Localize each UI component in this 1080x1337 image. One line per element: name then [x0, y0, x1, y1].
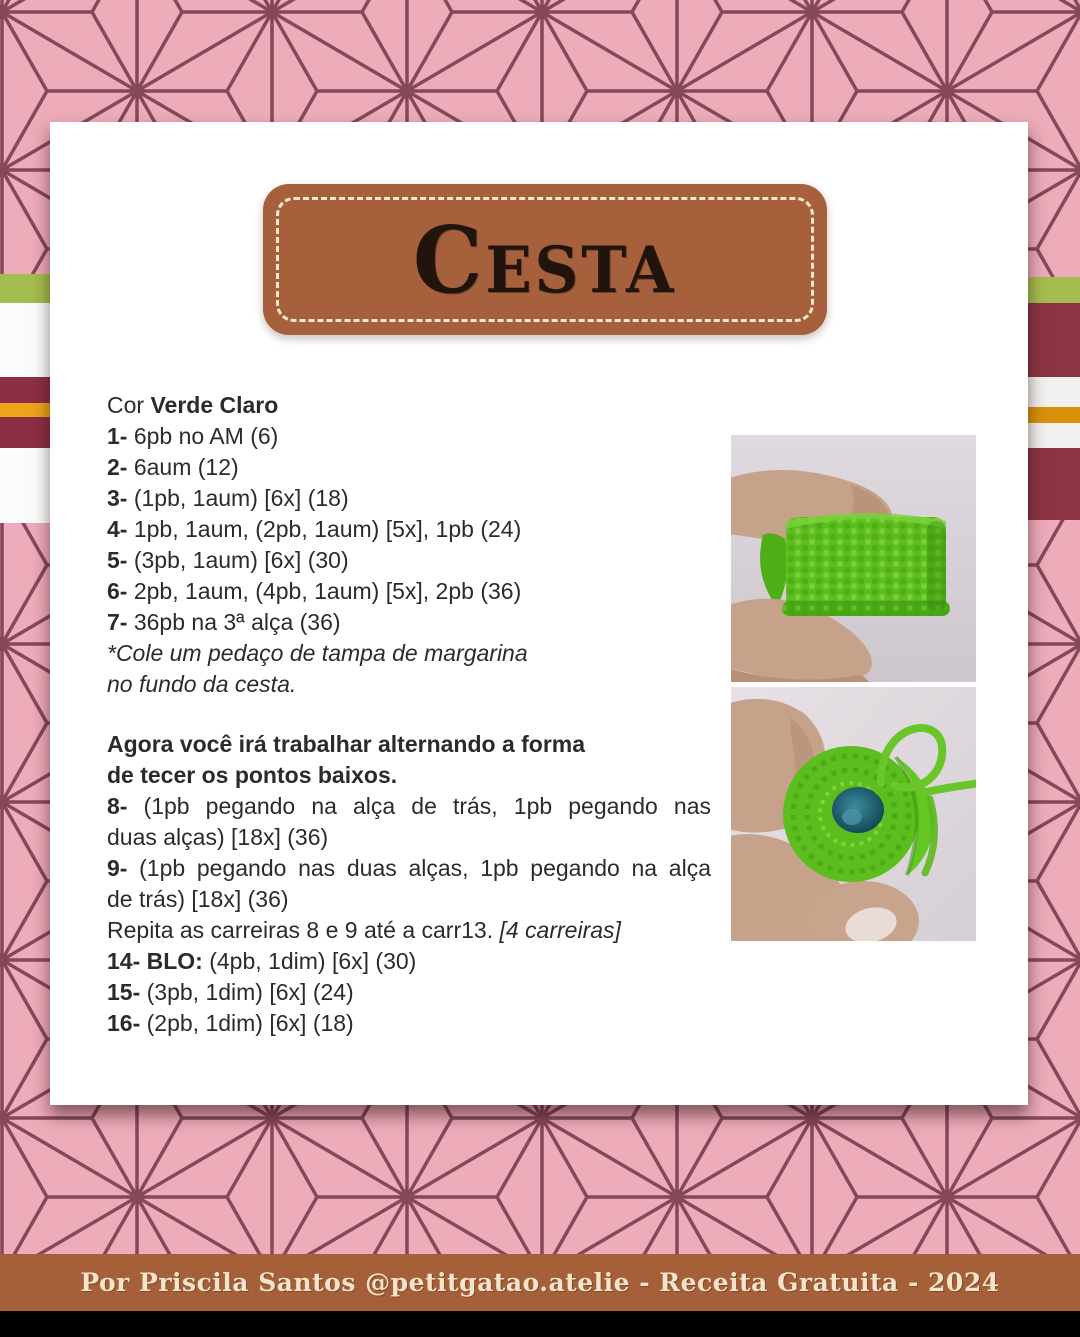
tape-stripe-white2-right: [1028, 423, 1080, 448]
text-segment: de trás) [18x] (36): [107, 886, 289, 912]
instruction-line: [107, 822, 711, 853]
text-segment: 3-: [107, 485, 128, 511]
tape-stripe-white-left: [0, 303, 50, 377]
tape-stripe-green-left: [0, 274, 50, 303]
text-segment: 5-: [107, 547, 128, 573]
text-segment: de tecer os pontos baixos.: [107, 762, 398, 788]
title-letter: C: [413, 205, 486, 314]
instruction-line: [107, 421, 711, 452]
title-plate: [263, 184, 827, 335]
photo-crochet-basket: [731, 435, 976, 682]
text-segment: (1pb, 1aum) [6x] (18): [127, 485, 349, 511]
tape-stripe-orange-left: [0, 403, 50, 417]
instruction-line: [107, 607, 711, 638]
title-letter: T: [581, 232, 627, 308]
text-segment: 6-: [107, 578, 128, 604]
instruction-line: [107, 946, 711, 977]
tape-stripe-maroon-left: [0, 377, 50, 403]
instruction-line: [107, 669, 711, 700]
page-title: [413, 205, 677, 314]
instruction-line: [107, 638, 711, 669]
instruction-line: [107, 760, 711, 791]
instruction-line: [107, 884, 711, 915]
instruction-line: [107, 545, 711, 576]
instruction-line: [107, 791, 711, 822]
instruction-line: [107, 977, 711, 1008]
text-segment: 9-: [107, 855, 128, 881]
text-segment: [4 carreiras]: [499, 917, 621, 943]
content-card: [50, 122, 1028, 1105]
text-segment: no fundo da cesta.: [107, 671, 297, 697]
text-segment: 36pb na 3ª alça (36): [127, 609, 341, 635]
tape-stripe-maroon-right: [1028, 303, 1080, 377]
instruction-line: [107, 514, 711, 545]
text-segment: 6aum (12): [127, 454, 239, 480]
title-letter: S: [535, 232, 582, 308]
footer-bar: [0, 1254, 1080, 1311]
instruction-line: [107, 853, 711, 884]
title-letter: E: [485, 232, 536, 308]
text-segment: 14- BLO:: [107, 948, 203, 974]
text-segment: 7-: [107, 609, 128, 635]
text-segment: Agora você irá trabalhar alternando a forma: [107, 731, 586, 757]
text-segment: Verde Claro: [150, 392, 279, 418]
text-segment: 1-: [107, 423, 128, 449]
instruction-line: [107, 1008, 711, 1039]
tape-stripe-maroon2-left: [0, 417, 50, 448]
text-segment: 15-: [107, 979, 141, 1005]
instruction-line: [107, 452, 711, 483]
instruction-line: [107, 576, 711, 607]
text-segment: 1pb, 1aum, (2pb, 1aum) [5x], 1pb (24): [127, 516, 522, 542]
title-letter: A: [626, 232, 677, 308]
tape-stripe-gold-right: [1028, 407, 1080, 423]
photo-crochet-disc: [731, 687, 976, 941]
text-segment: (1pb pegando na alça de trás, 1pb pegando nas: [127, 793, 711, 819]
instruction-line: [107, 915, 711, 946]
text-segment: Repita as carreiras 8 e 9 até a carr13.: [107, 917, 500, 943]
text-segment: (1pb pegando nas duas alças, 1pb pegando na alça: [127, 855, 711, 881]
bottom-black-bar: [0, 1311, 1080, 1337]
tape-stripe-maroon2-right: [1028, 448, 1080, 520]
text-segment: Cor: [107, 392, 151, 418]
instruction-line: [107, 483, 711, 514]
text-segment: (3pb, 1aum) [6x] (30): [127, 547, 349, 573]
instruction-line: [107, 390, 711, 421]
footer-credit-text: Por Priscila Santos @petitgatao.atelie - Receita Gratuita - 2024: [80, 1268, 1000, 1297]
instructions-block: [107, 390, 711, 1039]
text-segment: duas alças) [18x] (36): [107, 824, 329, 850]
text-segment: 8-: [107, 793, 128, 819]
instructions-part1: [107, 390, 711, 700]
text-segment: 6pb no AM (6): [127, 423, 279, 449]
text-segment: (4pb, 1dim) [6x] (30): [202, 948, 417, 974]
tape-stripe-white-right: [1028, 377, 1080, 407]
text-segment: 2pb, 1aum, (4pb, 1aum) [5x], 2pb (36): [127, 578, 522, 604]
tape-stripe-green-right: [1028, 277, 1080, 303]
text-segment: 2-: [107, 454, 128, 480]
text-segment: 16-: [107, 1010, 141, 1036]
text-segment: *Cole um pedaço de tampa de margarina: [107, 640, 528, 666]
text-segment: 4-: [107, 516, 128, 542]
tape-stripe-white2-left: [0, 448, 50, 523]
text-segment: (2pb, 1dim) [6x] (18): [140, 1010, 354, 1036]
instructions-part2: [107, 729, 711, 1039]
instruction-line: [107, 729, 711, 760]
text-segment: (3pb, 1dim) [6x] (24): [140, 979, 354, 1005]
